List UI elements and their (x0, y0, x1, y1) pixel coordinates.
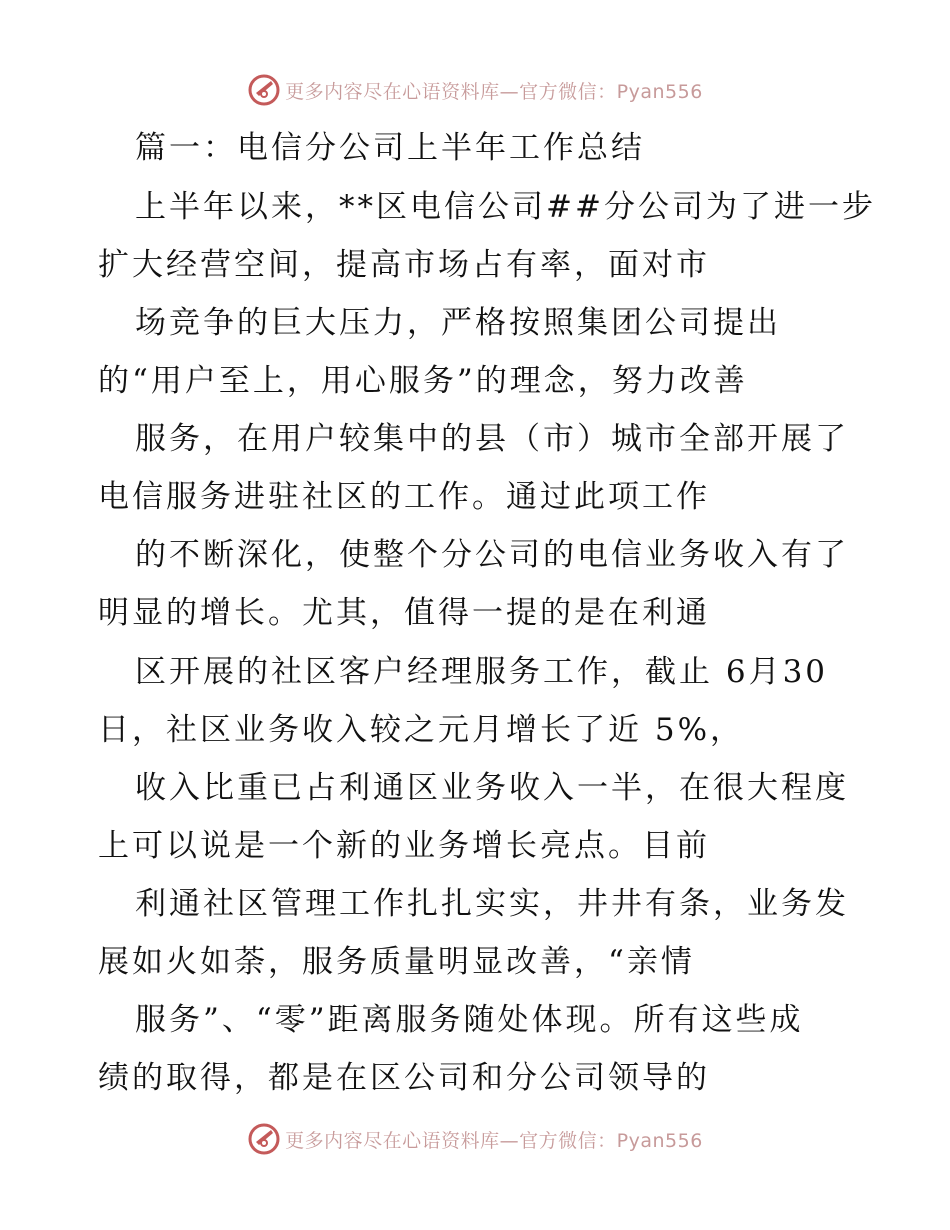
document-line: 电信服务进驻社区的工作。通过此项工作 (98, 479, 710, 515)
brand-logo-icon (247, 73, 281, 107)
document-line: 的不断深化，使整个分公司的电信业务收入有了 (135, 537, 849, 573)
document-line: 利通社区管理工作扎扎实实，井井有条，业务发 (135, 886, 849, 922)
document-line: 上可以说是一个新的业务增长亮点。目前 (98, 828, 710, 864)
document-line: 展如火如荼，服务质量明显改善，“亲情 (98, 944, 695, 980)
document-line: 上半年以来，**区电信公司##分公司为了进一步 (135, 189, 876, 225)
document-line: 的“用户至上，用心服务”的理念，努力改善 (98, 363, 748, 399)
header-watermark-text: 更多内容尽在心语资料库—官方微信：Pyan556 (285, 80, 703, 103)
document-line: 区开展的社区客户经理服务工作，截止 6月30 (135, 654, 829, 690)
document-line: 场竞争的巨大压力，严格按照集团公司提出 (135, 305, 781, 341)
header-watermark (0, 70, 950, 110)
document-title: 篇一：电信分公司上半年工作总结 (135, 130, 645, 166)
document-line: 收入比重已占利通区业务收入一半，在很大程度 (135, 770, 849, 806)
document-line: 服务”、“零”距离服务随处体现。所有这些成 (135, 1002, 804, 1038)
document-line: 服务，在用户较集中的县（市）城市全部开展了 (135, 421, 849, 457)
footer-watermark (0, 1119, 950, 1159)
document-line: 日，社区业务收入较之元月增长了近 5%， (98, 712, 745, 748)
document-line: 明显的增长。尤其，值得一提的是在利通 (98, 595, 710, 631)
document-line: 绩的取得，都是在区公司和分公司领导的 (98, 1060, 710, 1096)
brand-logo-icon (247, 1122, 281, 1156)
footer-watermark-text: 更多内容尽在心语资料库—官方微信：Pyan556 (285, 1129, 703, 1152)
document-line: 扩大经营空间，提高市场占有率，面对市 (98, 247, 710, 283)
